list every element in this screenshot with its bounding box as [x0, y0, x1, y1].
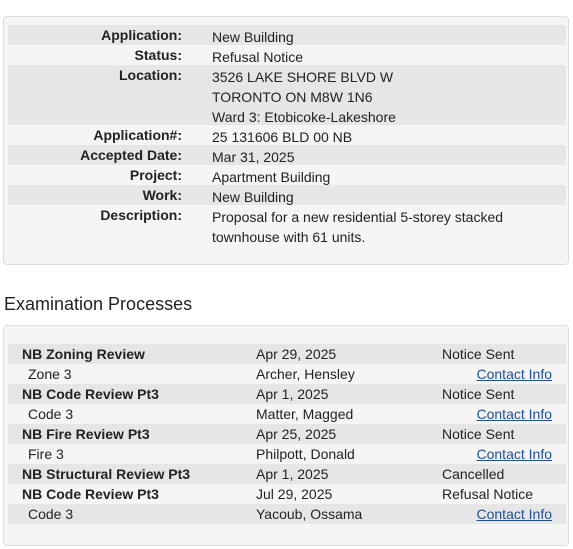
exam-row	[8, 364, 566, 384]
description-line-1: Proposal for a new residential 5-storey stacked	[212, 209, 504, 225]
application-details-panel	[3, 16, 569, 265]
exam-examiner-name: Philpott, Donald	[256, 446, 355, 462]
contact-info-link[interactable]: Contact Info	[476, 506, 552, 522]
location-label: Location:	[119, 67, 182, 83]
exam-process-name: NB Fire Review Pt3	[22, 426, 150, 442]
exam-process-date: Apr 29, 2025	[256, 346, 337, 362]
examination-processes-heading: Examination Processes	[4, 294, 193, 314]
exam-row	[8, 484, 566, 504]
exam-examiner-name: Yacoub, Ossama	[256, 506, 363, 522]
description-label: Description:	[100, 207, 182, 223]
detail-row-project	[8, 165, 566, 185]
exam-process-name: NB Code Review Pt3	[22, 486, 159, 502]
exam-process-status: Notice Sent	[442, 346, 515, 362]
detail-row-application	[8, 25, 566, 45]
application-number-label: Application#:	[93, 127, 182, 143]
exam-process-date: Apr 25, 2025	[256, 426, 337, 442]
exam-process-status: Notice Sent	[442, 426, 515, 442]
exam-row	[8, 344, 566, 364]
detail-row-status	[8, 45, 566, 65]
project-label: Project:	[129, 167, 182, 183]
application-value: New Building	[212, 29, 294, 45]
exam-row	[8, 384, 566, 404]
exam-row	[8, 464, 566, 484]
examination-processes-panel	[3, 325, 569, 546]
exam-process-status: Cancelled	[442, 466, 505, 482]
exam-row	[8, 424, 566, 444]
detail-row-application-number	[8, 125, 566, 145]
status-value: Refusal Notice	[212, 49, 304, 65]
accepted-date-label: Accepted Date:	[80, 147, 182, 163]
accepted-date-value: Mar 31, 2025	[212, 149, 295, 165]
exam-examiner-name: Matter, Magged	[256, 406, 354, 422]
detail-row-location	[8, 65, 566, 125]
application-number-value: 25 131606 BLD 00 NB	[212, 129, 353, 145]
detail-row-description	[8, 205, 566, 247]
exam-row	[8, 404, 566, 424]
contact-info-link[interactable]: Contact Info	[476, 446, 552, 462]
location-line-1: 3526 LAKE SHORE BLVD W	[212, 69, 394, 85]
exam-process-status: Notice Sent	[442, 386, 515, 402]
work-value: New Building	[212, 189, 294, 205]
exam-examiner-group: Code 3	[28, 506, 74, 522]
contact-info-link[interactable]: Contact Info	[476, 366, 552, 382]
project-value: Apartment Building	[212, 169, 331, 185]
detail-row-work	[8, 185, 566, 205]
exam-row	[8, 504, 566, 524]
contact-info-link[interactable]: Contact Info	[476, 406, 552, 422]
exam-process-name: NB Structural Review Pt3	[22, 466, 191, 482]
detail-row-accepted-date	[8, 145, 566, 165]
exam-process-name: NB Zoning Review	[22, 346, 145, 362]
work-label: Work:	[142, 187, 182, 203]
exam-examiner-group: Zone 3	[28, 366, 72, 382]
exam-examiner-group: Code 3	[28, 406, 74, 422]
location-line-3: Ward 3: Etobicoke-Lakeshore	[212, 109, 396, 125]
description-line-2: townhouse with 61 units.	[212, 229, 366, 245]
exam-examiner-group: Fire 3	[28, 446, 64, 462]
status-label: Status:	[134, 47, 182, 63]
application-label: Application:	[101, 27, 182, 43]
exam-process-date: Jul 29, 2025	[256, 486, 333, 502]
exam-process-date: Apr 1, 2025	[256, 386, 329, 402]
exam-process-status: Refusal Notice	[442, 486, 534, 502]
exam-row	[8, 444, 566, 464]
exam-examiner-name: Archer, Hensley	[256, 366, 355, 382]
exam-process-name: NB Code Review Pt3	[22, 386, 159, 402]
exam-process-date: Apr 1, 2025	[256, 466, 329, 482]
location-line-2: TORONTO ON M8W 1N6	[212, 89, 373, 105]
